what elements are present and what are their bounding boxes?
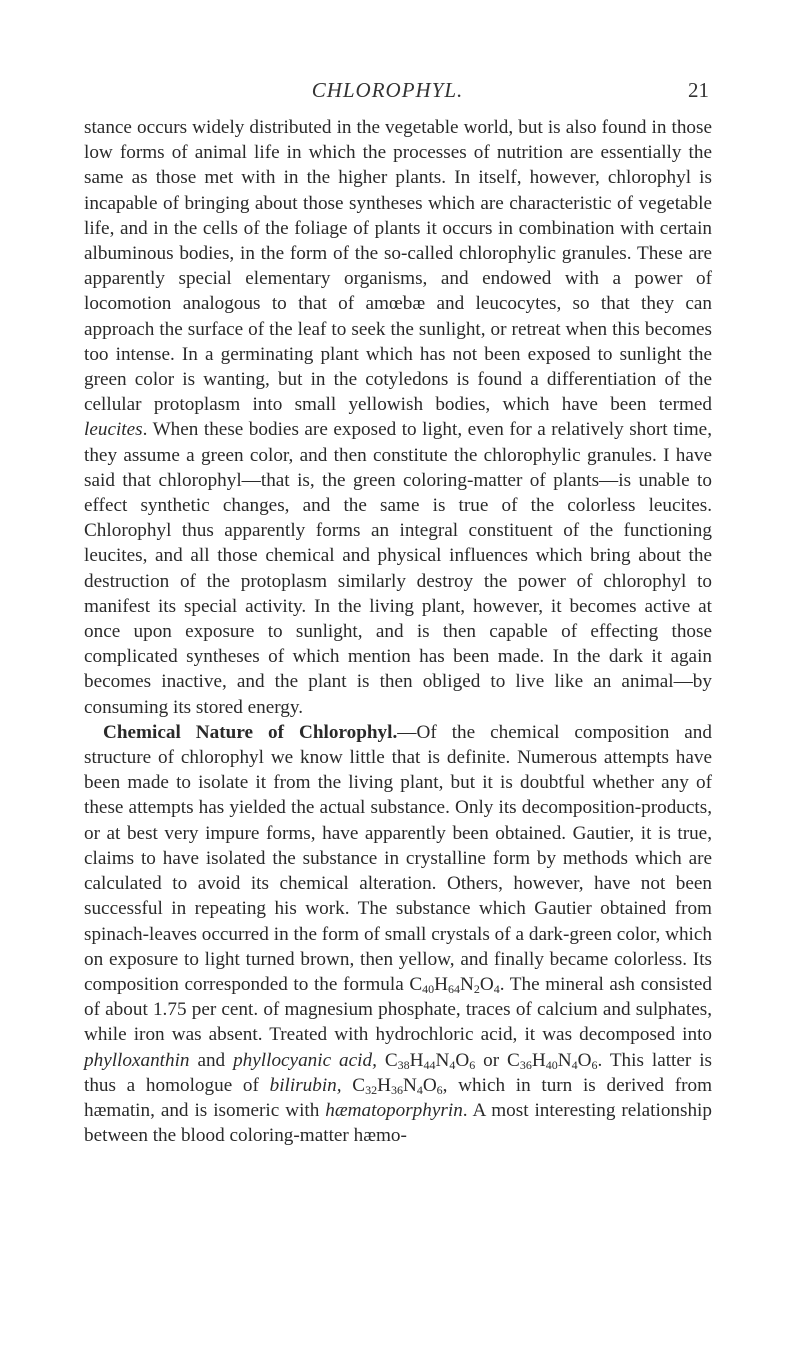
formula-subscript: 6 [591, 1057, 598, 1072]
paragraph-text: . When these bodies are exposed to light, even for a relatively short time, they assume a green color, and then constitute the chlorophylic granules. I have said that chlorophyl—that is, the green coloring-matter of plants—is unable to effect synthetic changes, and the same is true of the colorless leucites. Chlorophyl thus apparently forms an integral constituent of the functioning leucites, and all those chemical and physical influences which bring about the destruction of the protoplasm similarly destroy the power of chlorophyl to manifest its special activity. In the living plant, however, it becomes active at once upon exposure to sunlight, and is then capable of effecting those complicated syntheses of which mention has been made. In the dark it again becomes inactive, and the plant is then obliged to live like an animal—by consuming its stored energy. [84, 419, 712, 718]
formula-subscript: 2 [473, 981, 480, 996]
chemical-formula [409, 974, 499, 995]
italic-term: phyllocyanic acid, [233, 1049, 377, 1071]
italic-term: phylloxanthin [84, 1049, 190, 1071]
paragraph-text: —Of the chemical composition and structure of chlorophyl we know little that is definite. Numerous attempts have been made to isolate it from the living plant, but it is doubtful whether any of these attempts has yielded the actual substance. Only its decomposition-products, or at best very impure forms, have apparently been obtained. Gautier, it is true, claims to have isolated the substance in crystalline form by methods which are calculated to avoid its chemical alteration. Others, however, have not been successful in repeating his work. The substance which Gautier obtained from spinach-leaves occurred in the form of small crystals of a dark-green color, which on exposure to light turned brown, then yellow, and finally became colorless. Its composition corresponded to the formula [84, 721, 712, 995]
formula-element: C [352, 1074, 366, 1096]
formula-element: N [435, 1049, 450, 1071]
formula-subscript: 32 [365, 1082, 378, 1097]
formula-subscript: 40 [545, 1057, 558, 1072]
running-head: CHLOROPHYL. [311, 78, 464, 102]
formula-element: N [402, 1074, 417, 1096]
formula-element: O [455, 1049, 470, 1071]
formula-element: H [434, 973, 448, 995]
formula-element: O [422, 1074, 437, 1096]
body-text [84, 115, 712, 1148]
formula-subscript: 38 [397, 1057, 410, 1072]
formula-subscript: 36 [519, 1057, 532, 1072]
paragraph-chemical-nature [84, 720, 712, 1148]
formula-subscript: 36 [390, 1082, 403, 1097]
paragraph-text: stance occurs widely distributed in the vegetable world, but is also found in those low forms of animal life in which the processes of nutrition are essentially the same as those met with in the higher plants. In itself, however, chlorophyl is incapable of bringing about those syntheses which are characteristic of vegetable life, and in the cells of the foliage of plants it occurs in combination with certain albuminous bodies, in the form of the so-called chlorophylic granules. These are apparently special elementary organisms, and endowed with a power of locomotion analogous to that of amœbæ and leucocytes, so that they can approach the surface of the leaf to seek the sunlight, or retreat when this becomes too intense. In a germinating plant which has not been exposed to sunlight the green color is wanting, but in the cotyledons is found a differentiation of the cellular protoplasm into small yellowish bodies, which have been termed [84, 117, 712, 416]
formula-element: C [507, 1049, 520, 1071]
paragraph-text [342, 1075, 353, 1096]
formula-subscript: 4 [449, 1057, 456, 1072]
chemical-formula [385, 1050, 475, 1071]
formula-element: H [409, 1049, 424, 1071]
paragraph-text: . A most interesting relationship between the blood coloring-matter hæmo- [84, 1099, 712, 1147]
formula-subscript: 4 [416, 1082, 423, 1097]
paragraph-text [377, 1050, 385, 1071]
formula-element: O [577, 1049, 592, 1071]
formula-subscript: 64 [448, 981, 460, 996]
paragraph-text: . This latter is thus a homologue of [84, 1049, 712, 1096]
formula-subscript: 4 [493, 981, 500, 996]
paragraph-continuation [84, 115, 712, 720]
formula-element: C [384, 1049, 398, 1071]
chemical-formula [507, 1050, 597, 1071]
formula-subscript: 6 [469, 1057, 476, 1072]
formula-subscript: 40 [422, 981, 435, 996]
formula-element: H [377, 1074, 391, 1096]
page-number: 21 [688, 78, 709, 102]
paragraph-text: , which in turn is derived from hæmatin, and is isomeric with [84, 1074, 712, 1121]
formula-element: C [409, 973, 423, 995]
italic-term: bilirubin, [269, 1074, 342, 1096]
formula-element: O [479, 973, 494, 995]
italic-term: leucites [84, 419, 143, 441]
chemical-formula [352, 1075, 442, 1096]
formula-element: H [531, 1049, 546, 1071]
formula-subscript: 4 [571, 1057, 578, 1072]
formula-element: N [557, 1049, 572, 1071]
italic-term: hæmatoporphyrin [325, 1099, 463, 1121]
formula-subscript: 6 [436, 1082, 443, 1097]
paragraph-text: . The mineral ash consisted of about 1.75 per cent. of magnesium phosphate, traces of calcium and sulphates, while iron was absent. Treated with hydrochloric acid, it was decomposed into [84, 973, 712, 1046]
formula-element: N [460, 973, 474, 995]
paragraph-text: or [475, 1049, 508, 1071]
formula-subscript: 44 [423, 1057, 436, 1072]
paragraph-text: and [189, 1049, 234, 1071]
section-heading: Chemical Nature of Chlorophyl. [103, 721, 398, 743]
